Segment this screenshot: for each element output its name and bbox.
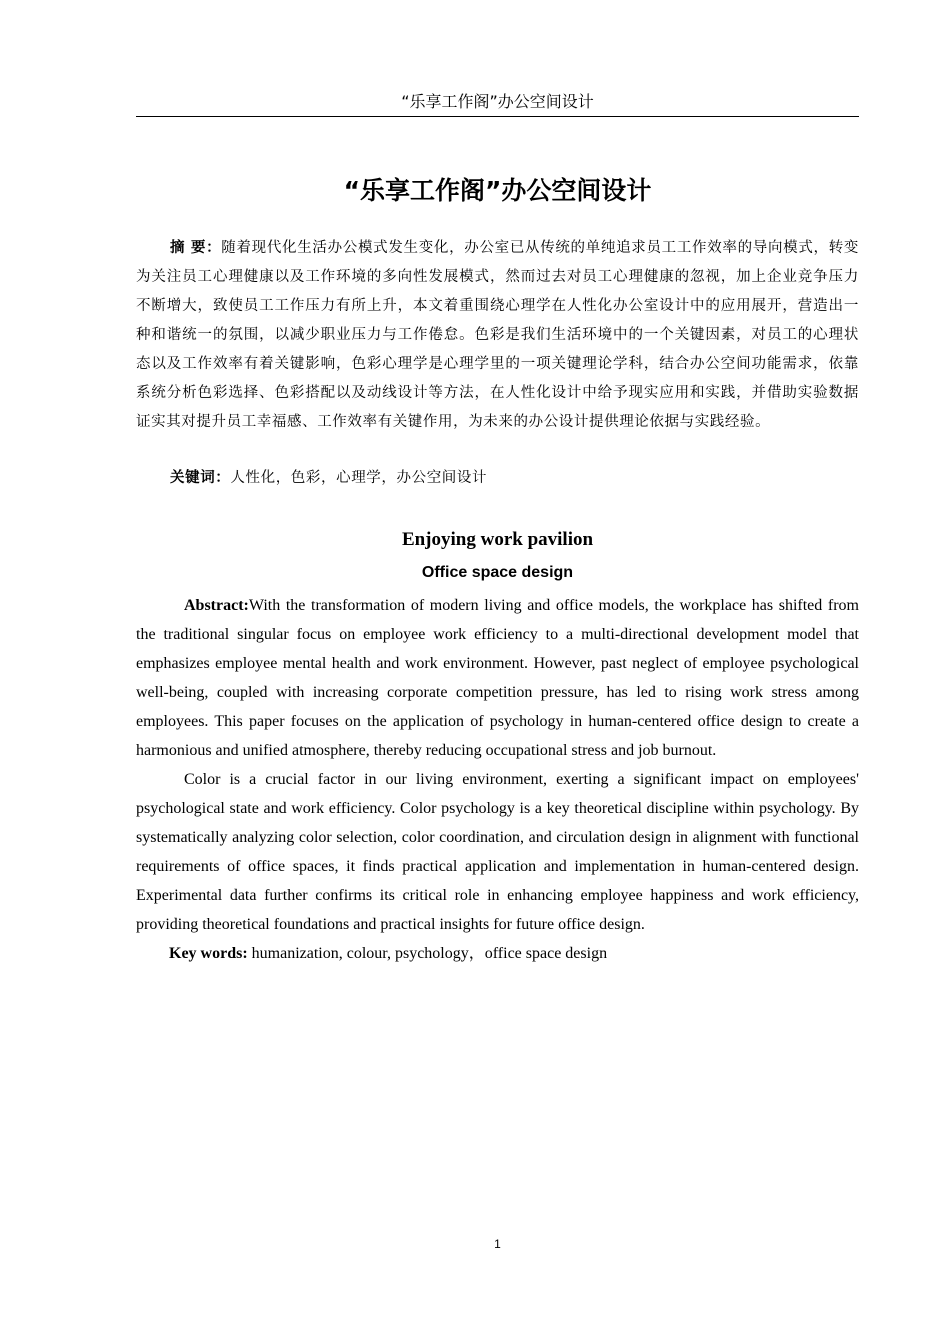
abstract-en-label: Abstract: <box>184 597 249 614</box>
keywords-cn-label: 关键词： <box>170 469 231 486</box>
page-title-cn: “乐享工作阁”办公空间设计 <box>343 176 652 205</box>
abstract-cn-text: 随着现代化生活办公模式发生变化，办公室已从传统的单纯追求员工工作效率的导向模式，转变为关注员工心理健康以及工作环境的多向性发展模式，然而过去对员工心理健康的忽视，加上企业竞争压力不断增大，致使员工工作压力有所上升，本文着重围绕心理学在人性化办公室设计中的应用展开，营造出一种和谐统一的氛围，以减少职业压力与工作倦怠。色彩是我们生活环境中的一个关键因素，对员工的心理状态以及工作效率有着关键影响，色彩心理学是心理学里的一项关键理论学科，结合办公空间功能需求，依靠系统分析色彩选择、色彩搭配以及动线设计等方法，在人性化设计中给予现实应用和实践，并借助实验数据证实其对提升员工幸福感、工作效率有关键作用，为未来的办公设计提供理论依据与实践经验。 <box>136 240 859 430</box>
page-title-en: Enjoying work pavilion <box>401 529 594 550</box>
abstract-en-paragraph-1 <box>136 591 859 765</box>
abstract-cn-label: 摘 要： <box>170 239 222 256</box>
keywords-cn <box>136 463 859 493</box>
page-subtitle-en: Office space design <box>421 564 574 581</box>
abstract-en <box>136 591 859 968</box>
keywords-en-text: humanization, colour, psychology，office space design <box>247 945 608 962</box>
header-rule <box>136 116 859 117</box>
abstract-cn <box>136 233 859 437</box>
abstract-en-paragraph-2: Color is a crucial factor in our living environment, exerting a significant impact on employees' psychological state and work efficiency. Color psychology is a key theoretical discipline within psychology. By systematically analyzing color selection, color coordination, and circulation design in alignment with functional requirements of office spaces, it finds practical application and implementation in human-centered design. Experimental data further confirms its critical role in enhancing employee happiness and work efficiency, providing theoretical foundations and practical insights for future office design. <box>136 771 859 933</box>
keywords-en-label: Key words: <box>169 945 248 962</box>
keywords-en <box>136 939 859 968</box>
keywords-cn-text: 人性化，色彩，心理学，办公空间设计 <box>230 470 488 486</box>
page-number: 1 <box>494 1237 501 1251</box>
running-header: “乐享工作阁”办公空间设计 <box>401 92 594 111</box>
abstract-en-paragraph-1-text: With the transformation of modern living and office models, the workplace has shifted from the traditional singular focus on employee work efficiency to a multi-directional development model that emphasizes employee mental health and work environment. However, past neglect of employee psychological well-being, coupled with increasing corporate competition pressure, has led to rising work stress among employees. This paper focuses on the application of psychology in human-centered office design to create a harmonious and unified atmosphere, thereby reducing occupational stress and job burnout. <box>136 597 859 759</box>
